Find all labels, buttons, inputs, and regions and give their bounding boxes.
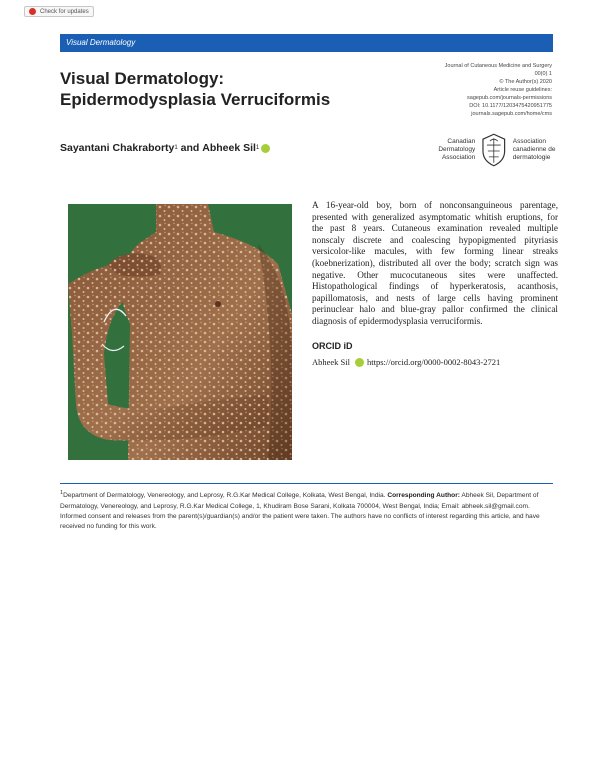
doi[interactable]: DOI: 10.1177/1203475420951775	[469, 103, 552, 109]
copyright: © The Author(s) 2020	[499, 79, 552, 85]
assoc-en-line: Canadian	[447, 138, 476, 145]
check-for-updates-badge[interactable]	[24, 6, 94, 17]
orcid-entry	[312, 357, 500, 367]
assoc-fr-line: dermatologie	[512, 154, 551, 161]
orcid-icon[interactable]	[355, 358, 364, 367]
corresponding-text: Abheek Sil, Department of Dermatology, Venereology, and Leprosy, R.G.Kar Medical College, 1, Khudiram Bose Sarani, Kolkata 700004, West Bengal, India; Email: abheek.sil@gmail.com. Informed consent and releases from the parent(s)/guardian(s) and/or the patient were taken. The authors have no conflicts of interest regarding this article, and have received no funding for this work.	[60, 492, 540, 531]
journal-issue: 00(0) 1	[534, 71, 552, 77]
section-banner	[60, 34, 553, 52]
permissions-link[interactable]: sagepub.com/journals-permissions	[467, 95, 552, 101]
article-title: Visual Dermatology: Epidermodysplasia Verruciformis	[60, 69, 331, 109]
orcid-icon[interactable]	[261, 144, 270, 153]
footnote	[60, 488, 553, 533]
affiliation-marker: 1	[255, 145, 260, 151]
reuse-guidelines: Article reuse guidelines:	[493, 87, 552, 93]
assoc-fr-line: canadienne de	[512, 146, 556, 153]
association-logo-block	[424, 130, 564, 170]
affiliation-marker: 1	[174, 145, 178, 151]
association-name-english	[424, 138, 475, 162]
assoc-fr-line: Association	[512, 138, 547, 145]
check-updates-label: Check for updates	[40, 8, 89, 15]
clinical-photograph	[68, 204, 292, 460]
orcid-author-name: Abheek Sil	[312, 357, 351, 367]
corresponding-label: Corresponding Author:	[387, 492, 460, 500]
association-crest-icon	[481, 133, 507, 167]
assoc-en-line: Association	[441, 154, 476, 161]
orcid-heading: ORCID iD	[312, 341, 353, 351]
update-icon	[29, 8, 36, 15]
affiliation-text: Department of Dermatology, Venereology, and Leprosy, R.G.Kar Medical College, Kolkata, West Bengal, India.	[63, 492, 386, 500]
assoc-en-line: Dermatology	[438, 146, 476, 153]
author-separator: and	[177, 142, 203, 154]
journal-home-link[interactable]: journals.sagepub.com/home/cms	[471, 111, 552, 117]
journal-name: Journal of Cutaneous Medicine and Surgery	[444, 63, 552, 69]
section-label: Visual Dermatology	[66, 38, 136, 47]
affiliation-marker: 1	[60, 490, 64, 496]
footnote-divider	[60, 483, 553, 484]
journal-info	[402, 62, 552, 118]
orcid-link[interactable]: https://orcid.org/0000-0002-8043-2721	[367, 357, 501, 367]
author-line	[60, 142, 270, 154]
association-name-french	[513, 138, 564, 162]
case-description: A 16-year-old boy, born of nonconsanguineous parentage, presented with generalized asymptomatic whitish eruptions, for the past 8 years. Cutaneous examination revealed multiple nonscaly discrete and coalescing hypopigmented pityriasis versicolor-like macules, with few forming linear streaks (koebnerization), distributed all over the body; scratch sign was negative. Other mucocutaneous sites were unaffected. Histopathological findings of hyperkeratosis, acanthosis, papillomatosis, and nests of large cells having prominent perinuclear halo and blue-gray pallor confirmed the clinical diagnosis of epidermodysplasia verruciformis.	[312, 200, 558, 326]
author-name: Abheek Sil	[202, 142, 256, 154]
author-name: Sayantani Chakraborty	[60, 142, 175, 154]
